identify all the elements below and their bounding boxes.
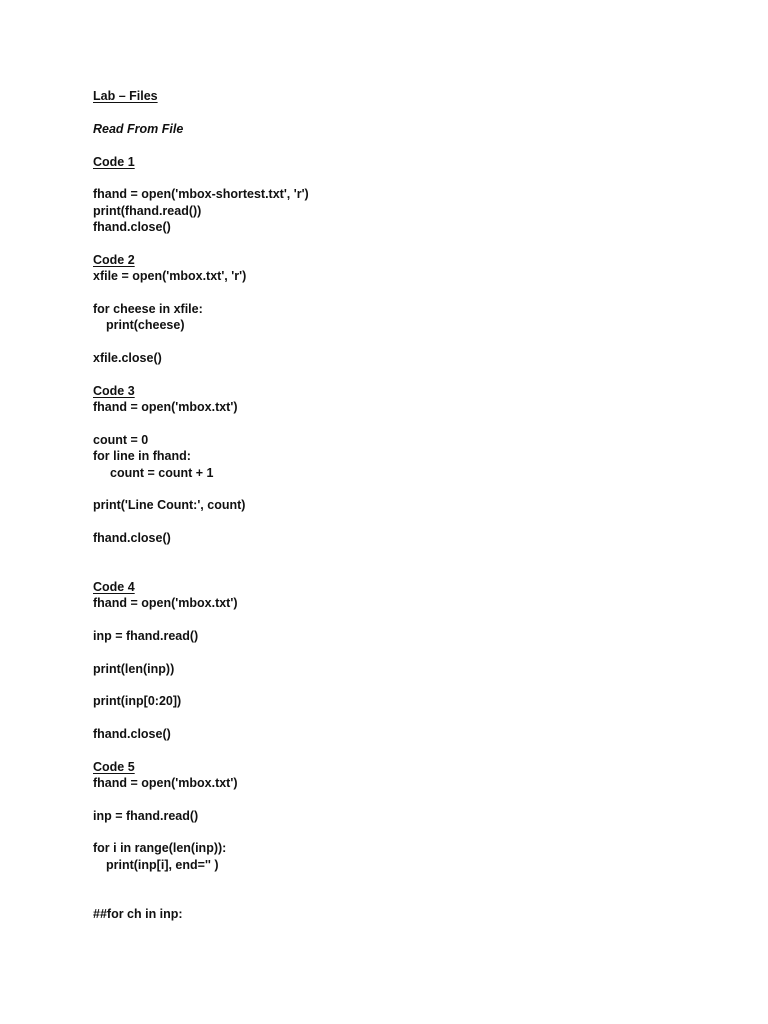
code-5-line-2: inp = fhand.read() (93, 809, 199, 823)
code-1-line-3: fhand.close() (93, 220, 171, 234)
code-4-heading: Code 4 (93, 580, 135, 594)
code-3-heading: Code 3 (93, 384, 135, 398)
code-5-line-1: fhand = open('mbox.txt') (93, 776, 238, 790)
code-2-line-1: xfile = open('mbox.txt', 'r') (93, 269, 247, 283)
document-title: Lab – Files (93, 89, 158, 103)
code-3-line-5: print('Line Count:', count) (93, 498, 246, 512)
code-2-line-3: print(cheese) (106, 318, 185, 332)
code-3-line-1: fhand = open('mbox.txt') (93, 400, 238, 414)
code-1-line-1: fhand = open('mbox-shortest.txt', 'r') (93, 187, 309, 201)
code-5-line-4: print(inp[i], end='' ) (106, 858, 219, 872)
code-1-heading: Code 1 (93, 155, 135, 169)
code-3-line-4: count = count + 1 (110, 466, 214, 480)
code-3-line-2: count = 0 (93, 433, 149, 447)
code-2-line-4: xfile.close() (93, 351, 162, 365)
code-2-heading: Code 2 (93, 253, 135, 267)
code-4-line-2: inp = fhand.read() (93, 629, 199, 643)
code-3-line-6: fhand.close() (93, 531, 171, 545)
code-5-heading: Code 5 (93, 760, 135, 774)
code-2-line-2: for cheese in xfile: (93, 302, 203, 316)
code-4-line-4: print(inp[0:20]) (93, 694, 182, 708)
code-4-line-3: print(len(inp)) (93, 662, 175, 676)
code-3-line-3: for line in fhand: (93, 449, 191, 463)
code-5-line-3: for i in range(len(inp)): (93, 841, 227, 855)
code-1-line-2: print(fhand.read()) (93, 204, 202, 218)
code-4-line-1: fhand = open('mbox.txt') (93, 596, 238, 610)
code-4-line-5: fhand.close() (93, 727, 171, 741)
code-5-line-5: ##for ch in inp: (93, 907, 183, 921)
section-heading: Read From File (93, 122, 184, 136)
